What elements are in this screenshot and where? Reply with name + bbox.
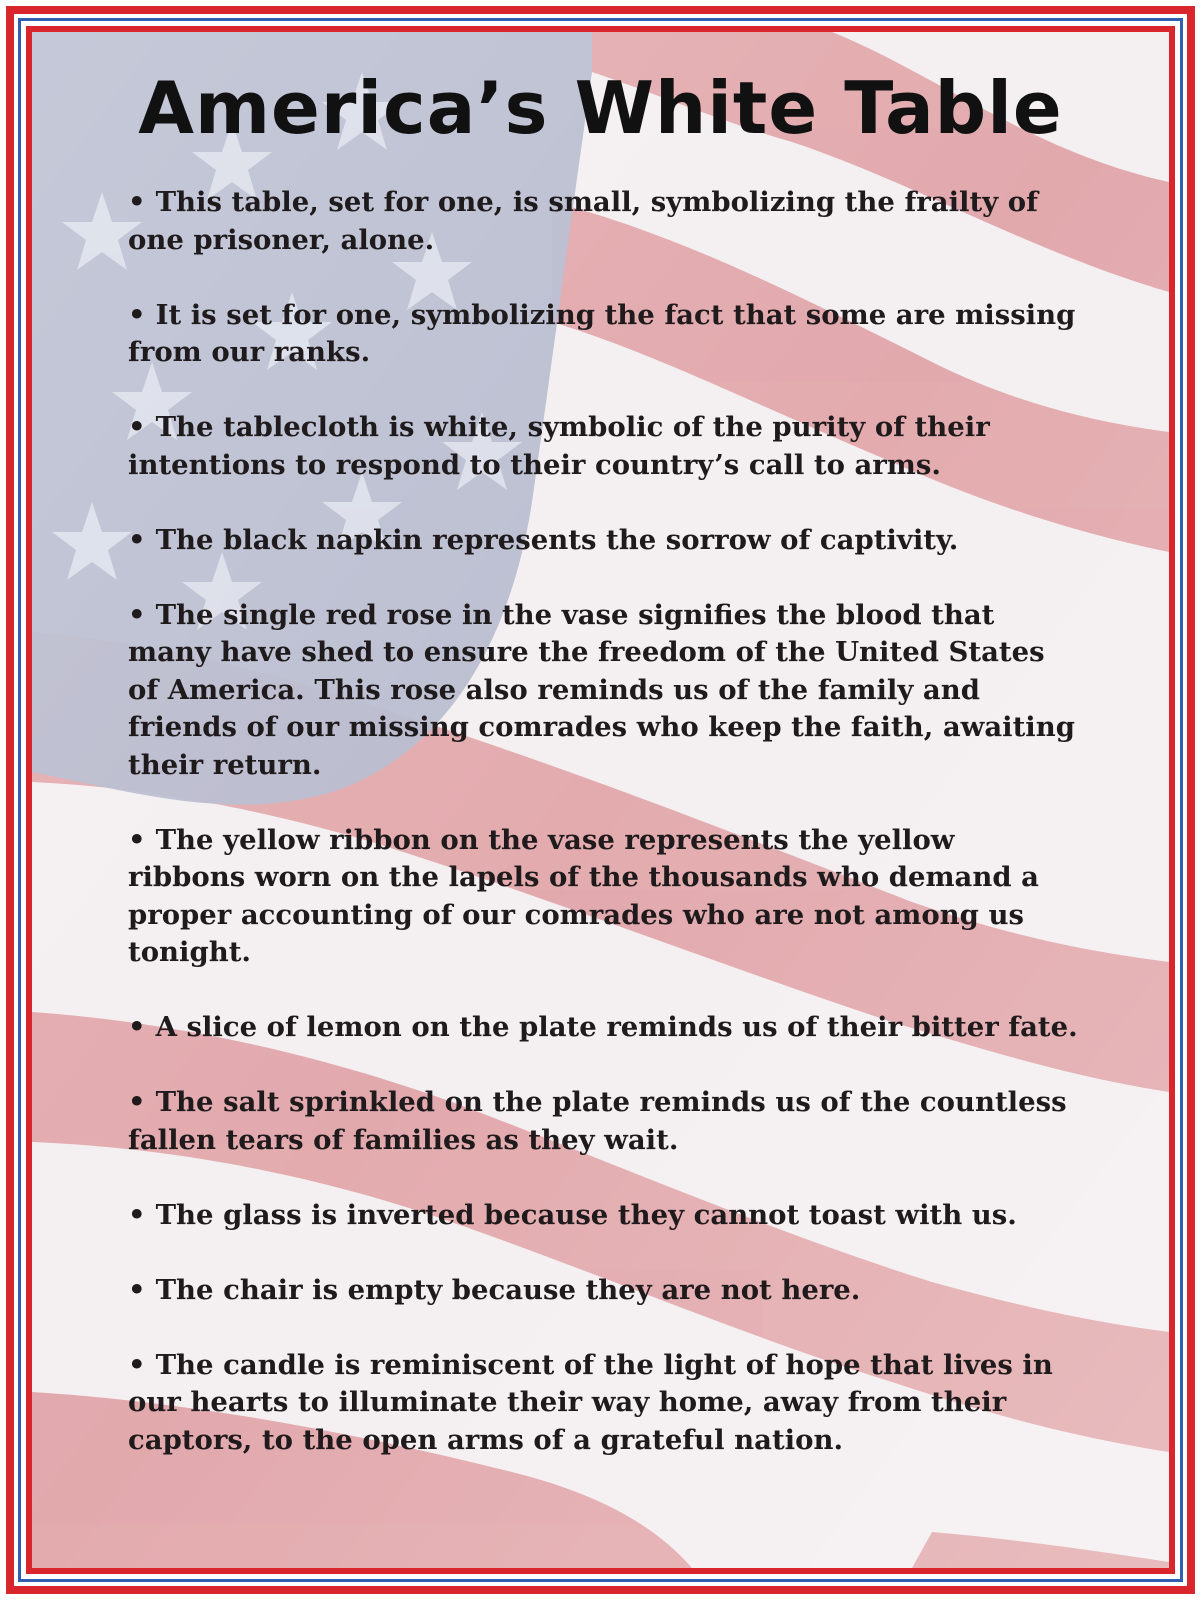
list-item — [128, 1084, 1079, 1159]
list-item-text: The tablecloth is white, symbolic of the purity of their intentions to respond to their country’s call to arms. — [128, 411, 990, 481]
list-item — [128, 297, 1079, 372]
list-item — [128, 822, 1079, 972]
list-item-text: The salt sprinkled on the plate reminds us of the countless fallen tears of families as they wait. — [128, 1086, 1067, 1156]
bullet-icon: • — [128, 1011, 146, 1043]
list-item-text: The single red rose in the vase signifies the blood that many have shed to ensure the freedom of the United States of America. This rose also reminds us of the family and friends of our missing comrades who keep the faith, awaiting their return. — [128, 598, 1075, 781]
list-item-text: The yellow ribbon on the vase represents the yellow ribbons worn on the lapels of the thousands who demand a proper accounting of our comrades who are not among us tonight. — [128, 823, 1039, 968]
bullet-icon: • — [128, 298, 146, 331]
bullet-icon: • — [128, 186, 146, 218]
list-item-text: The black napkin represents the sorrow of captivity. — [155, 523, 959, 556]
list-item — [128, 1272, 1079, 1310]
list-item-text: The glass is inverted because they cannot toast with us. — [155, 1198, 1017, 1231]
symbol-list — [128, 184, 1079, 1459]
bullet-icon: • — [128, 1273, 146, 1306]
list-item — [128, 1347, 1079, 1460]
list-item — [128, 1197, 1079, 1235]
list-item-text: This table, set for one, is small, symbolizing the frailty of one prisoner, alone. — [128, 186, 1038, 256]
list-item — [128, 1009, 1079, 1047]
list-item-text: The candle is reminiscent of the light of hope that lives in our hearts to illuminate their way home, away from their captors, to the open arms of a grateful nation. — [128, 1348, 1053, 1456]
bullet-icon: • — [128, 523, 146, 556]
bullet-icon: • — [128, 1348, 146, 1381]
poster-content — [32, 32, 1169, 1568]
bullet-icon: • — [128, 598, 146, 631]
list-item — [128, 409, 1079, 484]
bullet-icon: • — [128, 1086, 146, 1118]
bullet-icon: • — [128, 1198, 146, 1231]
list-item — [128, 597, 1079, 785]
list-item-text: A slice of lemon on the plate reminds us of their bitter fate. — [155, 1011, 1078, 1043]
list-item — [128, 184, 1079, 259]
bullet-icon: • — [128, 411, 146, 443]
list-item-text: It is set for one, symbolizing the fact that some are missing from our ranks. — [128, 298, 1076, 368]
poster-title: America’s White Table — [138, 66, 1063, 150]
bullet-icon: • — [128, 823, 146, 856]
list-item-text: The chair is empty because they are not here. — [155, 1273, 861, 1306]
list-item — [128, 522, 1079, 560]
